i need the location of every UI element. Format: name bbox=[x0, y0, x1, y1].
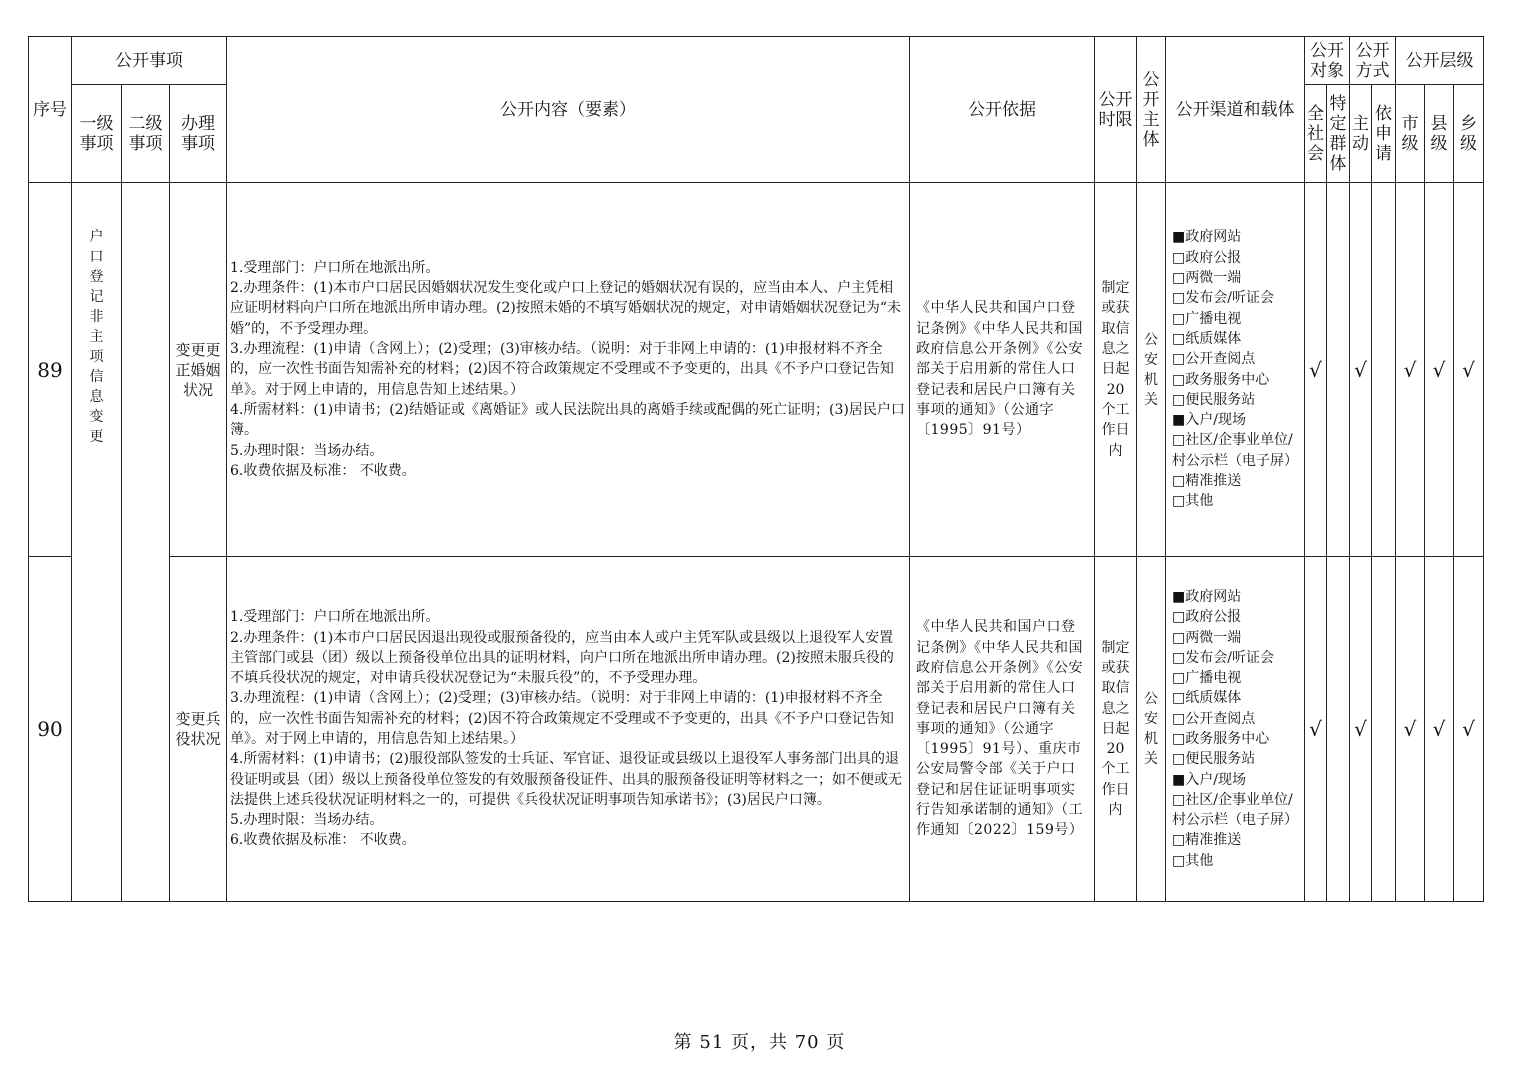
channel-item: □纸质媒体 bbox=[1172, 690, 1242, 707]
row-seq: 90 bbox=[29, 557, 72, 902]
disclosure-table bbox=[28, 36, 1484, 902]
table-row bbox=[29, 183, 1484, 557]
header-row-1 bbox=[29, 37, 1484, 85]
header-level-city: 市级 bbox=[1396, 85, 1425, 183]
channel-item: ■入户/现场 bbox=[1172, 412, 1246, 429]
content-line: 6.收费依据及标准： 不收费。 bbox=[230, 462, 416, 479]
content-line: 2.办理条件：(1)本市户口居民因婚姻状况发生变化或户口上登记的婚姻状况有误的，应当由本人、户主凭相应证明材料向户口所在地派出所申请办理。(2)按照未婚的不填写婚姻状况的规定，对申请婚姻状况登记为“未婚”的，不予受理办理。 bbox=[230, 280, 901, 337]
content-line: 2.办理条件：(1)本市户口居民因退出现役或服预备役的，应当由本人或户主凭军队或县级以上退役军人安置主管部门或县（团）级以上预备役单位出具的证明材料，向户口所在地派出所申请办理。(2)按照未服兵役的不填兵役状况的规定，对申请兵役状况登记为“未服兵役”的，不予受理办理。 bbox=[230, 629, 894, 687]
channel-item: □发布会/听证会 bbox=[1172, 649, 1274, 666]
check-level-city: √ bbox=[1396, 557, 1425, 902]
check-method-apply bbox=[1372, 183, 1396, 557]
header-handle: 办理事项 bbox=[170, 85, 227, 183]
level2-item bbox=[122, 183, 170, 902]
content-line: 3.办理流程：(1)申请（含网上）；(2)受理；(3)审核办结。（说明：对于非网上申请的：(1)申报材料不齐全的，应一次性书面告知需补充的材料；(2)因不符合政策规定不受理或不予变更的，出具《不予户口登记告知单》。对于网上申请的，用信息告知上述结果。） bbox=[230, 690, 894, 747]
header-level1: 一级事项 bbox=[72, 85, 122, 183]
channel-item: □精准推送 bbox=[1172, 472, 1242, 489]
channel-item: ■入户/现场 bbox=[1172, 771, 1246, 788]
channel-item: □社区/企事业单位/村公示栏（电子屏） bbox=[1172, 432, 1298, 469]
content-line: 4.所需材料：(1)申请书；(2)结婚证或《离婚证》或人民法院出具的离婚手续或配偶的死亡证明；(3)居民户口簿。 bbox=[230, 401, 905, 439]
content-line: 5.办理时限：当场办结。 bbox=[230, 812, 384, 829]
row-subject: 公安机关 bbox=[1137, 557, 1166, 902]
check-method-active: √ bbox=[1350, 183, 1372, 557]
content-line: 1.受理部门：户口所在地派出所。 bbox=[230, 259, 440, 276]
row-subject: 公安机关 bbox=[1137, 183, 1166, 557]
channel-item: □公开查阅点 bbox=[1172, 351, 1256, 368]
row-handle: 变更兵役状况 bbox=[170, 557, 227, 902]
header-channels: 公开渠道和载体 bbox=[1166, 37, 1305, 183]
header-method-active: 主动 bbox=[1350, 85, 1372, 183]
channel-item: □两微一端 bbox=[1172, 270, 1242, 287]
header-target-all: 全社会 bbox=[1305, 85, 1327, 183]
row-channels bbox=[1166, 183, 1305, 557]
row-content bbox=[227, 183, 910, 557]
table-row bbox=[29, 557, 1484, 902]
content-line: 3.办理流程：(1)申请（含网上）；(2)受理；(3)审核办结。（说明：对于非网上申请的：(1)申报材料不齐全的，应一次性书面告知需补充的材料；(2)因不符合政策规定不受理或不予变更的，出具《不予户口登记告知单》。对于网上申请的，用信息告知上述结果。） bbox=[230, 341, 894, 398]
check-target-group bbox=[1327, 557, 1350, 902]
channel-item: □社区/企事业单位/村公示栏（电子屏） bbox=[1172, 791, 1298, 829]
check-level-town: √ bbox=[1454, 183, 1484, 557]
content-line: 6.收费依据及标准： 不收费。 bbox=[230, 832, 416, 849]
check-level-county: √ bbox=[1425, 183, 1454, 557]
header-content: 公开内容（要素） bbox=[227, 37, 910, 183]
row-basis: 《中华人民共和国户口登记条例》《中华人民共和国政府信息公开条例》《公安部关于启用新的常住人口登记表和居民户口簿有关事项的通知》（公通字〔1995〕91号）、重庆市公安局警令部《关于户口登记和居住证证明事项实行告知承诺制的通知》（工作通知〔2022〕159号） bbox=[910, 557, 1095, 902]
content-line: 5.办理时限：当场办结。 bbox=[230, 442, 384, 459]
channel-item: □两微一端 bbox=[1172, 629, 1242, 646]
check-target-group bbox=[1327, 183, 1350, 557]
check-method-apply bbox=[1372, 557, 1396, 902]
header-basis: 公开依据 bbox=[910, 37, 1095, 183]
row-basis: 《中华人民共和国户口登记条例》《中华人民共和国政府信息公开条例》《公安部关于启用新的常住人口登记表和居民户口簿有关事项的通知》（公通字〔1995〕91号） bbox=[910, 183, 1095, 557]
row-time: 制定或获取信息之日起20个工作日内 bbox=[1095, 557, 1137, 902]
check-level-town: √ bbox=[1454, 557, 1484, 902]
header-time: 公开时限 bbox=[1095, 37, 1137, 183]
channel-item: □政府公报 bbox=[1172, 249, 1242, 266]
channel-item: □公开查阅点 bbox=[1172, 710, 1256, 727]
check-target-all: √ bbox=[1305, 557, 1327, 902]
check-target-all: √ bbox=[1305, 183, 1327, 557]
check-level-county: √ bbox=[1425, 557, 1454, 902]
header-method-apply: 依申请 bbox=[1372, 85, 1396, 183]
header-target: 公开对象 bbox=[1305, 37, 1350, 85]
header-matters: 公开事项 bbox=[72, 37, 227, 85]
header-level-town: 乡级 bbox=[1454, 85, 1484, 183]
row-channels bbox=[1166, 557, 1305, 902]
content-line: 1.受理部门：户口所在地派出所。 bbox=[230, 609, 440, 626]
channel-item: □政务服务中心 bbox=[1172, 371, 1270, 388]
row-time: 制定或获取信息之日起20个工作日内 bbox=[1095, 183, 1137, 557]
channel-item: □广播电视 bbox=[1172, 310, 1242, 327]
header-level-county: 县级 bbox=[1425, 85, 1454, 183]
content-line: 4.所需材料：(1)申请书；(2)服役部队签发的士兵证、军官证、退役证或县级以上退役军人事务部门出具的退役证明或县（团）级以上预备役单位签发的有效服预备役证件、出具的服预备役证明等材料之一；如不便或无法提供上述兵役状况证明材料之一的，可提供《兵役状况证明事项告知承诺书》；(3)居民户口簿。 bbox=[230, 751, 902, 808]
row-content bbox=[227, 557, 910, 902]
row-handle: 变更更正婚姻状况 bbox=[170, 183, 227, 557]
check-method-active: √ bbox=[1350, 557, 1372, 902]
channel-item: □纸质媒体 bbox=[1172, 330, 1242, 347]
channel-item: □其他 bbox=[1172, 493, 1214, 510]
header-seq: 序号 bbox=[29, 37, 72, 183]
page-footer: 第 51 页，共 70 页 bbox=[673, 1032, 846, 1053]
channel-item: ■政府网站 bbox=[1172, 588, 1242, 605]
header-level2: 二级事项 bbox=[122, 85, 170, 183]
header-target-group: 特定群体 bbox=[1327, 85, 1350, 183]
channel-item: □便民服务站 bbox=[1172, 391, 1256, 408]
channel-item: □发布会/听证会 bbox=[1172, 290, 1274, 307]
header-subject: 公开主体 bbox=[1137, 37, 1166, 183]
header-levels: 公开层级 bbox=[1396, 37, 1484, 85]
channel-item: ■政府网站 bbox=[1172, 229, 1242, 246]
check-level-city: √ bbox=[1396, 183, 1425, 557]
channel-item: □政府公报 bbox=[1172, 609, 1242, 626]
header-method: 公开方式 bbox=[1350, 37, 1396, 85]
channel-item: □广播电视 bbox=[1172, 670, 1242, 687]
row-seq: 89 bbox=[29, 183, 72, 557]
level1-item: 户口登记非主项信息变更 bbox=[72, 183, 122, 902]
channel-item: □其他 bbox=[1172, 852, 1214, 869]
channel-item: □政务服务中心 bbox=[1172, 731, 1270, 747]
channel-item: □便民服务站 bbox=[1172, 751, 1256, 768]
channel-item: □精准推送 bbox=[1172, 832, 1242, 849]
